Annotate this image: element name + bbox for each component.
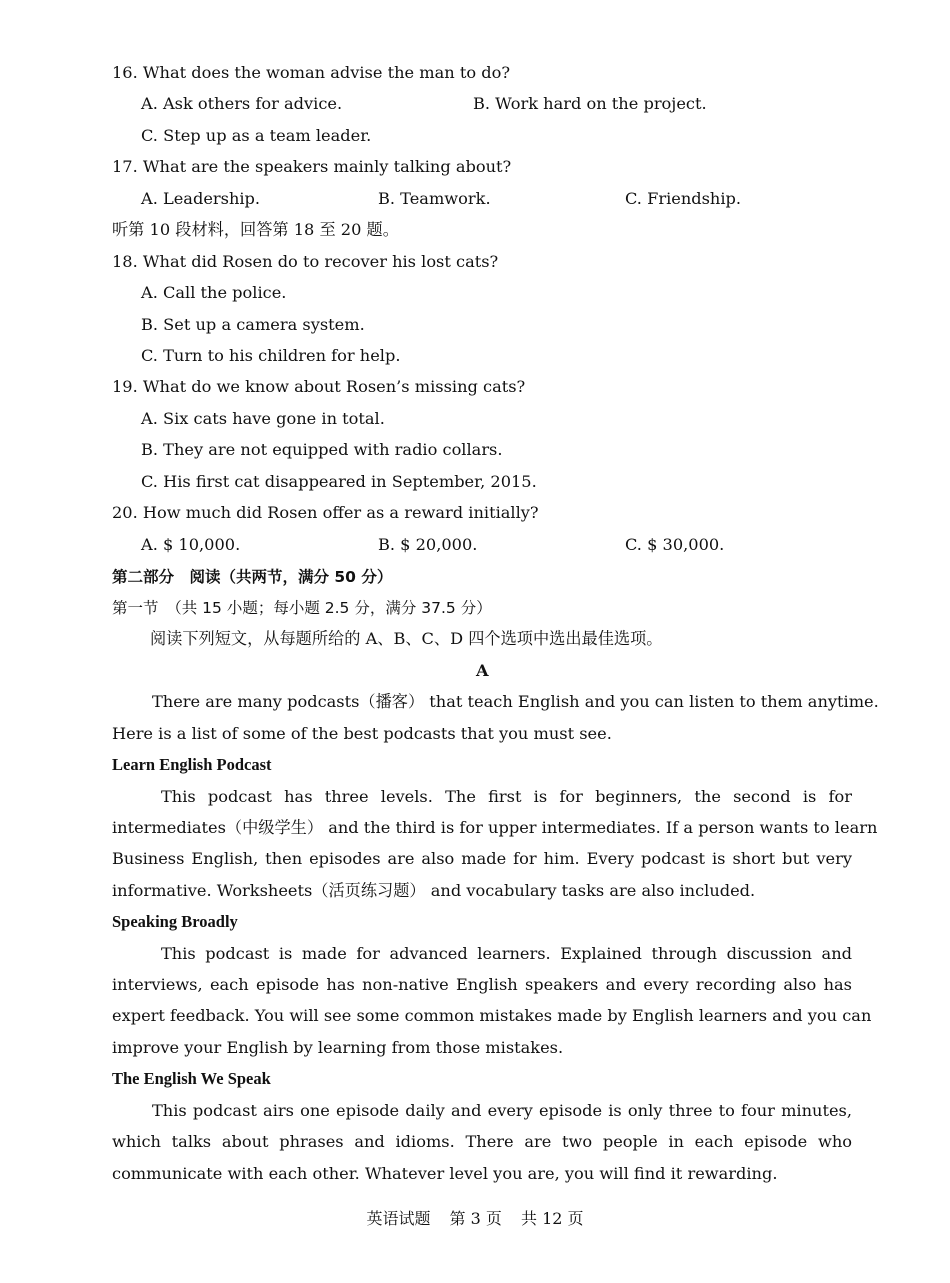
podcast-line: improve your English by learning from those mistakes. (112, 1038, 564, 1057)
question-17-option-c: C. Friendship. (625, 189, 742, 208)
listening-instruction-10: 听第 10 段材料，回答第 18 至 20 题。 (112, 220, 399, 239)
question-20-option-c: C. $ 30,000. (625, 535, 725, 554)
podcast-title: The English We Speak (112, 1069, 271, 1088)
question-17-stem: 17. What are the speakers mainly talking about? (112, 157, 512, 176)
question-18-option-a: A. Call the police. (141, 283, 287, 302)
question-18-option-c: C. Turn to his children for help. (141, 346, 401, 365)
question-18-stem: 18. What did Rosen do to recover his lost cats? (112, 252, 499, 271)
question-20-option-b: B. $ 20,000. (378, 535, 478, 554)
podcast-line: intermediates（中级学生） and the third is for upper intermediates. If a person wants to learn (112, 818, 878, 837)
question-16-option-a: A. Ask others for advice. (141, 94, 343, 113)
question-17-option-a: A. Leadership. (141, 189, 261, 208)
intro-line: There are many podcasts（播客） that teach English and you can listen to them anytime. (152, 692, 879, 711)
footer-page-number: 第 3 页 (449, 1209, 502, 1228)
footer-total-pages: 共 12 页 (521, 1209, 584, 1228)
podcast-title: Learn English Podcast (112, 755, 272, 774)
question-19-option-c: C. His first cat disappeared in September, 2015. (141, 472, 537, 491)
podcast-line: communicate with each other. Whatever level you are, you will find it rewarding. (112, 1164, 778, 1183)
question-16-option-b: B. Work hard on the project. (473, 94, 707, 113)
footer-subject: 英语试题 (366, 1209, 431, 1228)
question-19-option-b: B. They are not equipped with radio collars. (141, 440, 503, 459)
question-20-stem: 20. How much did Rosen offer as a reward initially? (112, 503, 539, 522)
podcast-line: Business English, then episodes are also made for him. Every podcast is short but very (112, 849, 852, 868)
intro-line: Here is a list of some of the best podcasts that you must see. (112, 724, 612, 743)
podcast-line: This podcast airs one episode daily and every episode is only three to four minutes, (152, 1101, 852, 1120)
question-16-option-c: C. Step up as a team leader. (141, 126, 372, 145)
podcast-line: This podcast has three levels. The first is for beginners, the second is for (161, 787, 852, 806)
question-20-option-a: A. $ 10,000. (141, 535, 241, 554)
podcast-line: expert feedback. You will see some common mistakes made by English learners and you can (112, 1006, 872, 1025)
question-19-option-a: A. Six cats have gone in total. (141, 409, 385, 428)
podcast-line: informative. Worksheets（活页练习题） and vocabulary tasks are also included. (112, 881, 756, 900)
passage-label: A (476, 661, 489, 680)
section-one-title: 第一节 （共 15 小题；每小题 2.5 分，满分 37.5 分） (112, 599, 492, 617)
question-17-option-b: B. Teamwork. (378, 189, 491, 208)
question-18-option-b: B. Set up a camera system. (141, 315, 365, 334)
podcast-line: This podcast is made for advanced learners. Explained through discussion and (161, 944, 852, 963)
podcast-title: Speaking Broadly (112, 912, 238, 931)
podcast-line: interviews, each episode has non-native English speakers and every recording also has (112, 975, 852, 994)
podcast-line: which talks about phrases and idioms. There are two people in each episode who (112, 1132, 852, 1151)
question-16-stem: 16. What does the woman advise the man to do? (112, 63, 511, 82)
reading-instruction: 阅读下列短文，从每题所给的 A、B、C、D 四个选项中选出最佳选项。 (150, 629, 663, 648)
page-footer (0, 1206, 950, 1229)
question-19-stem: 19. What do we know about Rosen’s missing cats? (112, 377, 526, 396)
part-two-title: 第二部分 阅读（共两节，满分 50 分） (112, 568, 393, 586)
